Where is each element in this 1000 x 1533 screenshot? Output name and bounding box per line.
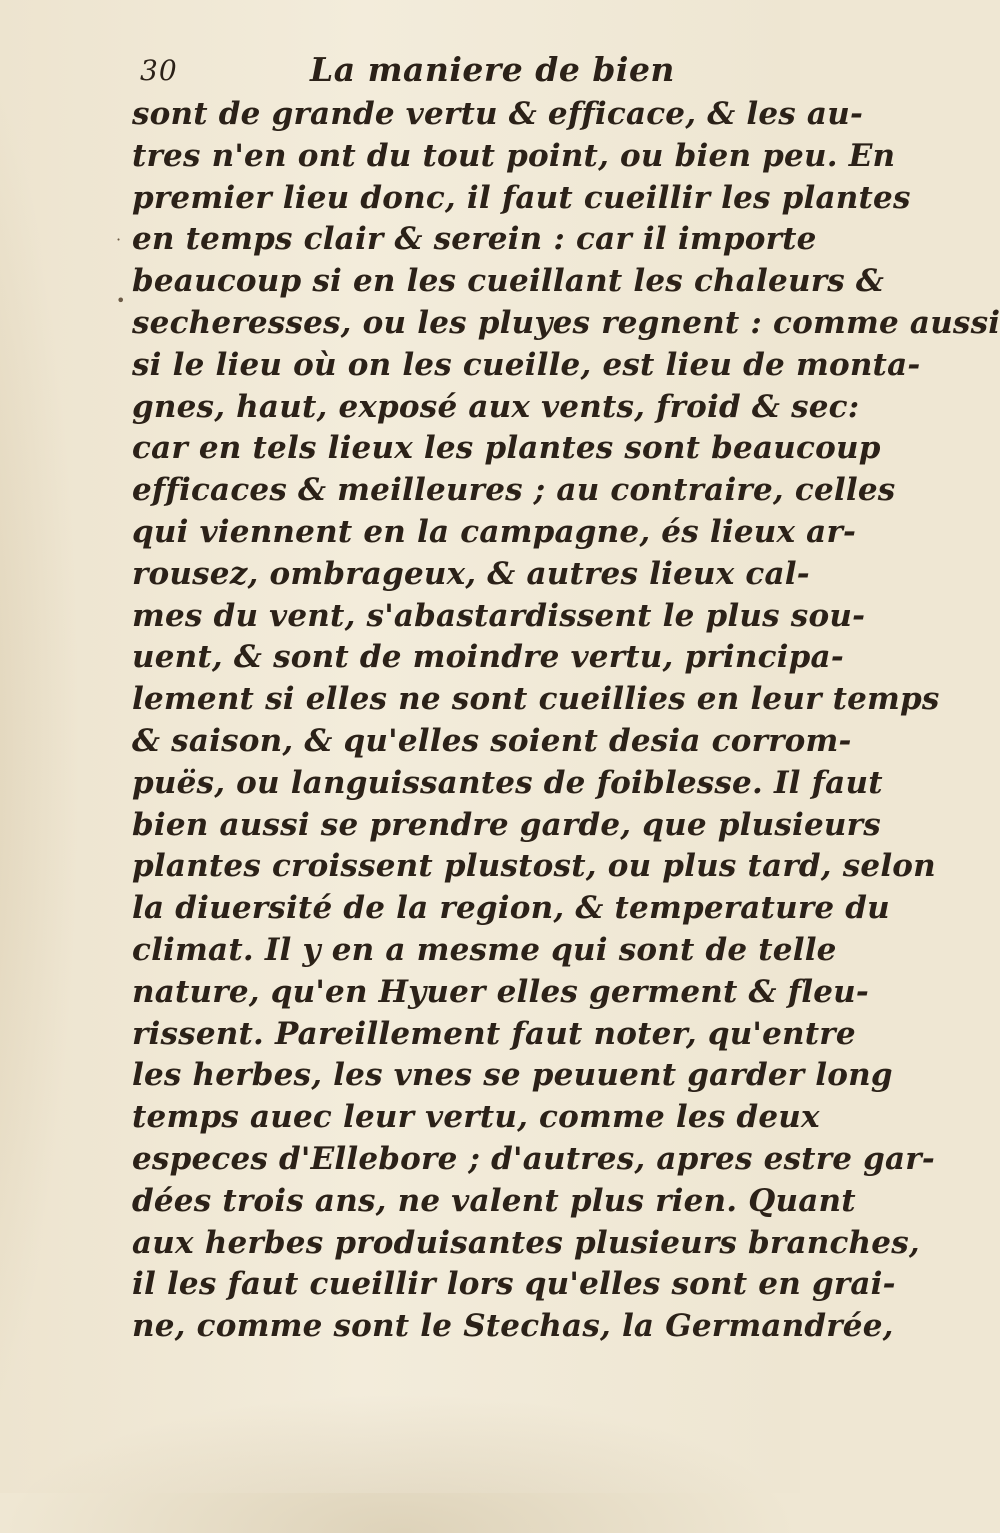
text-line: nature, qu'en Hyuer elles germent & fleu-: [132, 973, 869, 1010]
text-line: efficaces & meilleures ; au contraire, celles: [132, 472, 896, 509]
text-line: premier lieu donc, il faut cueillir les plantes: [132, 179, 911, 216]
page-stain-bottom: [0, 1393, 800, 1533]
text-line: en temps clair & serein : car il importe: [132, 221, 817, 258]
text-line: plantes croissent plustost, ou plus tard, selon: [132, 848, 936, 885]
page-header: [130, 48, 690, 92]
text-line: lement si elles ne sont cueillies en leur temps: [132, 681, 940, 718]
text-line: aux herbes produisantes plusieurs branches,: [132, 1224, 920, 1261]
running-title: La maniere de bien: [310, 50, 675, 89]
text-line: mes du vent, s'abastardissent le plus sou-: [132, 597, 866, 634]
text-line: sont de grande vertu & efficace, & les au-: [132, 96, 864, 132]
text-line: la diuersité de la region, & temperature du: [132, 890, 890, 927]
text-line: ne, comme sont le Stechas, la Germandrée,: [132, 1308, 894, 1345]
text-line: il les faut cueillir lors qu'elles sont en grai-: [132, 1266, 896, 1303]
text-line: rissent. Pareillement faut noter, qu'entre: [132, 1015, 856, 1052]
text-line: beaucoup si en les cueillant les chaleurs &: [132, 263, 885, 300]
text-line: bien aussi se prendre garde, que plusieurs: [132, 806, 881, 843]
text-line: rousez, ombrageux, & autres lieux cal-: [132, 555, 810, 592]
body-text: [132, 94, 1000, 1348]
text-line: puës, ou languissantes de foiblesse. Il faut: [132, 764, 883, 801]
page-number: 30: [140, 54, 178, 87]
text-line: gnes, haut, exposé aux vents, froid & sec:: [132, 388, 860, 425]
text-line: les herbes, les vnes se peuuent garder long: [132, 1057, 893, 1094]
text-line: tres n'en ont du tout point, ou bien peu. En: [132, 137, 896, 174]
text-line: temps auec leur vertu, comme les deux: [132, 1099, 820, 1136]
page-stain: [0, 0, 80, 1493]
text-line: climat. Il y en a mesme qui sont de telle: [132, 931, 837, 968]
text-line: si le lieu où on les cueille, est lieu de monta-: [132, 346, 921, 383]
text-line: car en tels lieux les plantes sont beaucoup: [132, 430, 881, 467]
margin-mark: ·: [116, 230, 122, 249]
text-line: secheresses, ou les pluyes regnent : comme aussi: [132, 304, 1000, 341]
text-line: qui viennent en la campagne, és lieux ar-: [132, 513, 857, 550]
text-line: & saison, & qu'elles soient desia corrom-: [132, 722, 852, 759]
text-line: uent, & sont de moindre vertu, principa-: [132, 639, 844, 676]
text-line: dées trois ans, ne valent plus rien. Quant: [132, 1182, 856, 1219]
margin-mark: •: [116, 291, 126, 310]
text-line: especes d'Ellebore ; d'autres, apres estre gar-: [132, 1140, 935, 1177]
